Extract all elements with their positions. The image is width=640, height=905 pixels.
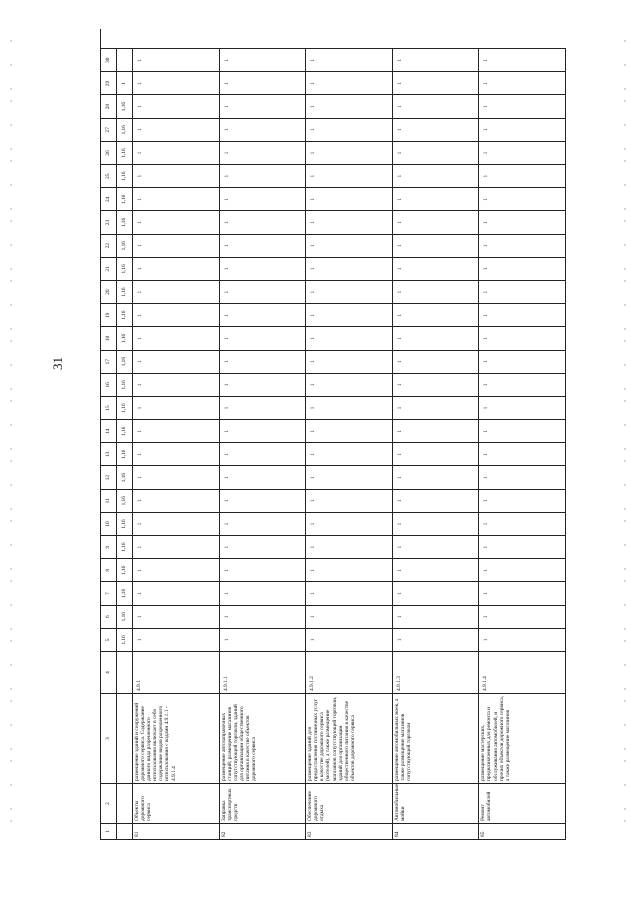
value-cell: 1 bbox=[393, 234, 480, 257]
value-cell: 1 bbox=[306, 350, 393, 373]
value-cell: 1 bbox=[220, 141, 307, 164]
scan-speck bbox=[10, 400, 12, 402]
value-cell: 1 bbox=[133, 210, 220, 233]
value-cell: 1 bbox=[306, 303, 393, 326]
scan-speck bbox=[10, 364, 12, 366]
scan-margin-left bbox=[10, 40, 12, 860]
column-number: 21 bbox=[101, 257, 117, 280]
scan-speck bbox=[624, 88, 626, 90]
land-use-description: размещение автозаправочных станций; размещение магазинов сопутствующей торговли, зданий для организации общественного питания в качестве объектов дорожного сервиса bbox=[220, 693, 307, 783]
value-cell: 1 bbox=[133, 442, 220, 465]
value-cell: 1 bbox=[133, 605, 220, 628]
page-number: 31 bbox=[50, 357, 65, 370]
land-use-code: 4.9.1.1 bbox=[220, 651, 307, 693]
column-number: 12 bbox=[101, 466, 117, 489]
value-cell: 1 bbox=[306, 581, 393, 604]
value-cell: 1 bbox=[306, 187, 393, 210]
column-number: 19 bbox=[101, 303, 117, 326]
scan-speck bbox=[624, 100, 626, 102]
value-cell: 1 bbox=[479, 48, 566, 71]
land-use-name: Обеспечение дорожного отдыха bbox=[306, 783, 393, 823]
value-cell: 1 bbox=[393, 512, 480, 535]
coefficient-cell: 1,16 bbox=[117, 535, 133, 558]
row-number: 85 bbox=[479, 823, 566, 839]
scan-speck bbox=[10, 604, 12, 606]
coefficient-cell: 1,16 bbox=[117, 373, 133, 396]
value-cell: 1 bbox=[220, 535, 307, 558]
value-cell: 1 bbox=[220, 257, 307, 280]
column-number: 2 bbox=[101, 783, 117, 823]
scan-speck bbox=[10, 568, 12, 570]
scan-speck bbox=[10, 520, 12, 522]
value-cell: 1 bbox=[306, 396, 393, 419]
scan-speck bbox=[624, 280, 626, 282]
scan-speck bbox=[10, 328, 12, 330]
coefficient-cell: 1,16 bbox=[117, 234, 133, 257]
land-use-name: Объекты дорожного сервиса bbox=[133, 783, 220, 823]
value-cell: 1 bbox=[479, 187, 566, 210]
row-number: 84 bbox=[393, 823, 480, 839]
value-cell: 1 bbox=[306, 419, 393, 442]
value-cell: 1 bbox=[393, 187, 480, 210]
coefficient-cell: 1,16 bbox=[117, 489, 133, 512]
coefficient-cell: 1,16 bbox=[117, 280, 133, 303]
scan-speck bbox=[624, 364, 626, 366]
value-cell: 1 bbox=[479, 234, 566, 257]
value-cell: 1 bbox=[479, 466, 566, 489]
scan-speck bbox=[624, 580, 626, 582]
value-cell: 1 bbox=[306, 558, 393, 581]
value-cell: 1 bbox=[393, 535, 480, 558]
coefficient-cell: 1,16 bbox=[117, 442, 133, 465]
scan-speck bbox=[624, 328, 626, 330]
scan-speck bbox=[624, 544, 626, 546]
scan-speck bbox=[624, 388, 626, 390]
value-cell: 1 bbox=[306, 118, 393, 141]
value-cell: 1 bbox=[306, 257, 393, 280]
column-number: 29 bbox=[101, 71, 117, 94]
column-number: 20 bbox=[101, 280, 117, 303]
scan-speck bbox=[624, 424, 626, 426]
scan-speck bbox=[10, 268, 12, 270]
scan-speck bbox=[624, 808, 626, 810]
column-number: 16 bbox=[101, 373, 117, 396]
coefficient-cell: 1,16 bbox=[117, 396, 133, 419]
row-number: 82 bbox=[220, 823, 307, 839]
value-cell: 1 bbox=[479, 396, 566, 419]
value-cell: 1 bbox=[393, 419, 480, 442]
value-cell: 1 bbox=[393, 373, 480, 396]
scan-speck bbox=[624, 640, 626, 642]
land-use-code: 4.9.1.4 bbox=[479, 651, 566, 693]
scan-speck bbox=[624, 124, 626, 126]
scan-speck bbox=[624, 568, 626, 570]
value-cell: 1 bbox=[479, 558, 566, 581]
value-cell: 1 bbox=[220, 558, 307, 581]
value-cell: 1 bbox=[393, 210, 480, 233]
scan-speck bbox=[624, 748, 626, 750]
coefficient-cell: 1,16 bbox=[117, 419, 133, 442]
value-cell: 1 bbox=[133, 535, 220, 558]
column-number: 9 bbox=[101, 535, 117, 558]
value-cell: 1 bbox=[133, 280, 220, 303]
value-cell: 1 bbox=[479, 95, 566, 118]
value-cell: 1 bbox=[133, 164, 220, 187]
value-cell: 1 bbox=[133, 303, 220, 326]
scan-speck bbox=[624, 160, 626, 162]
value-cell: 1 bbox=[133, 396, 220, 419]
value-cell: 1 bbox=[306, 164, 393, 187]
value-cell: 1 bbox=[306, 95, 393, 118]
column-number: 26 bbox=[101, 141, 117, 164]
value-cell: 1 bbox=[393, 326, 480, 349]
value-cell: 1 bbox=[306, 442, 393, 465]
column-number: 18 bbox=[101, 326, 117, 349]
scan-speck bbox=[624, 508, 626, 510]
value-cell: 1 bbox=[220, 628, 307, 651]
coefficient-cell: 1,16 bbox=[117, 512, 133, 535]
value-cell: 1 bbox=[220, 489, 307, 512]
value-cell: 1 bbox=[393, 280, 480, 303]
value-cell: 1 bbox=[133, 489, 220, 512]
coefficient-cell: 1,16 bbox=[117, 187, 133, 210]
coefficient-cell: 1,16 bbox=[117, 210, 133, 233]
value-cell: 1 bbox=[220, 350, 307, 373]
scan-speck bbox=[624, 184, 626, 186]
value-cell: 1 bbox=[479, 535, 566, 558]
scan-speck bbox=[10, 808, 12, 810]
scan-speck bbox=[624, 820, 626, 822]
land-use-code: 4.9.1 bbox=[133, 651, 220, 693]
value-cell: 1 bbox=[133, 257, 220, 280]
value-cell: 1 bbox=[306, 489, 393, 512]
value-cell: 1 bbox=[479, 350, 566, 373]
coefficient-cell: 1,16 bbox=[117, 257, 133, 280]
value-cell: 1 bbox=[306, 605, 393, 628]
scan-speck bbox=[10, 244, 12, 246]
value-cell: 1 bbox=[479, 512, 566, 535]
scan-speck bbox=[10, 628, 12, 630]
value-cell: 1 bbox=[393, 466, 480, 489]
scan-speck bbox=[624, 340, 626, 342]
scan-speck bbox=[10, 580, 12, 582]
value-cell: 1 bbox=[220, 581, 307, 604]
scan-speck bbox=[10, 208, 12, 210]
scan-margin-right bbox=[624, 40, 626, 860]
scan-speck bbox=[10, 544, 12, 546]
coefficient-cell: 1,16 bbox=[117, 350, 133, 373]
coefficient-cell: 1,16 bbox=[117, 326, 133, 349]
column-number: 23 bbox=[101, 210, 117, 233]
scan-speck bbox=[10, 124, 12, 126]
coefficient-cell bbox=[117, 48, 133, 71]
value-cell: 1 bbox=[220, 466, 307, 489]
scan-speck bbox=[10, 100, 12, 102]
scan-speck bbox=[624, 604, 626, 606]
scan-speck bbox=[10, 664, 12, 666]
value-cell: 1 bbox=[479, 442, 566, 465]
value-cell: 1 bbox=[479, 164, 566, 187]
value-cell: 1 bbox=[393, 581, 480, 604]
value-cell: 1 bbox=[479, 141, 566, 164]
value-cell: 1 bbox=[393, 558, 480, 581]
scan-speck bbox=[10, 340, 12, 342]
scan-speck bbox=[624, 700, 626, 702]
value-cell: 1 bbox=[220, 164, 307, 187]
scan-speck bbox=[10, 184, 12, 186]
scan-speck bbox=[10, 64, 12, 66]
coefficient-cell: 1,16 bbox=[117, 164, 133, 187]
coef-blank-cell bbox=[117, 651, 133, 693]
value-cell: 1 bbox=[220, 118, 307, 141]
value-cell: 1 bbox=[306, 141, 393, 164]
column-number: 30 bbox=[101, 48, 117, 71]
value-cell: 1 bbox=[393, 396, 480, 419]
coefficient-cell: 1,16 bbox=[117, 628, 133, 651]
land-use-name: Ремонт автомобилей bbox=[479, 783, 566, 823]
value-cell: 1 bbox=[393, 118, 480, 141]
value-cell: 1 bbox=[133, 326, 220, 349]
column-number: 3 bbox=[101, 693, 117, 783]
value-cell: 1 bbox=[306, 48, 393, 71]
column-number: 1 bbox=[101, 823, 117, 839]
value-cell: 1 bbox=[393, 257, 480, 280]
value-cell: 1 bbox=[306, 280, 393, 303]
value-cell: 1 bbox=[479, 628, 566, 651]
value-cell: 1 bbox=[220, 95, 307, 118]
scan-speck bbox=[10, 820, 12, 822]
value-cell: 1 bbox=[133, 48, 220, 71]
coefficient-cell: 1,16 bbox=[117, 558, 133, 581]
scan-speck bbox=[624, 268, 626, 270]
scan-speck bbox=[624, 664, 626, 666]
coef-blank-cell bbox=[117, 823, 133, 839]
land-use-code: 4.9.1.2 bbox=[306, 651, 393, 693]
scan-speck bbox=[624, 40, 626, 42]
scan-speck bbox=[10, 220, 12, 222]
value-cell: 1 bbox=[393, 71, 480, 94]
coefficient-cell: 1,16 bbox=[117, 581, 133, 604]
value-cell: 1 bbox=[393, 442, 480, 465]
value-cell: 1 bbox=[479, 280, 566, 303]
column-number: 28 bbox=[101, 95, 117, 118]
value-cell: 1 bbox=[220, 326, 307, 349]
land-use-description: размещение зданий для предоставления гостиничных услуг в качестве дорожного сервиса (мотелей), а также размещение магазинов сопутствующей торговли, зданий для организации общественного питания в качестве объектов дорожного сервиса bbox=[306, 693, 393, 783]
value-cell: 1 bbox=[479, 419, 566, 442]
column-number: 4 bbox=[101, 651, 117, 693]
scan-speck bbox=[624, 724, 626, 726]
value-cell: 1 bbox=[306, 628, 393, 651]
value-cell: 1 bbox=[133, 234, 220, 257]
coefficient-cell: 1,16 bbox=[117, 118, 133, 141]
value-cell: 1 bbox=[306, 210, 393, 233]
value-cell: 1 bbox=[393, 48, 480, 71]
scan-speck bbox=[624, 208, 626, 210]
scan-speck bbox=[10, 724, 12, 726]
scan-speck bbox=[624, 400, 626, 402]
scan-speck bbox=[624, 448, 626, 450]
value-cell: 1 bbox=[479, 257, 566, 280]
land-use-description: размещение зданий и сооружений дорожного сервиса. Содержание данного вида разрешенного использования включает в себя содержание видов разрешенного использования с кодами 4.9.1.1 - 4.9.1.4 bbox=[133, 693, 220, 783]
scan-speck bbox=[10, 448, 12, 450]
column-number: 5 bbox=[101, 628, 117, 651]
value-cell: 1 bbox=[306, 535, 393, 558]
value-cell: 1 bbox=[393, 141, 480, 164]
land-use-name: Автомобильные мойки bbox=[393, 783, 480, 823]
value-cell: 1 bbox=[393, 164, 480, 187]
column-number: 22 bbox=[101, 234, 117, 257]
scan-speck bbox=[10, 280, 12, 282]
value-cell: 1 bbox=[220, 280, 307, 303]
value-cell: 1 bbox=[479, 581, 566, 604]
value-cell: 1 bbox=[479, 373, 566, 396]
scan-speck bbox=[10, 148, 12, 150]
scan-speck bbox=[10, 388, 12, 390]
value-cell: 1 bbox=[220, 396, 307, 419]
scan-speck bbox=[10, 40, 12, 42]
column-number: 6 bbox=[101, 605, 117, 628]
value-cell: 1 bbox=[306, 373, 393, 396]
column-number: 15 bbox=[101, 396, 117, 419]
coefficient-cell: 1,16 bbox=[117, 95, 133, 118]
row-number: 83 bbox=[306, 823, 393, 839]
column-number: 8 bbox=[101, 558, 117, 581]
scan-speck bbox=[10, 784, 12, 786]
table-container bbox=[100, 30, 565, 840]
value-cell: 1 bbox=[393, 605, 480, 628]
column-number: 7 bbox=[101, 581, 117, 604]
land-use-description: размещение мастерских, предназначенных для ремонта и обслуживания автомобилей, и прочих объектов дорожного сервиса, а также размещение магазинов bbox=[479, 693, 566, 783]
value-cell: 1 bbox=[479, 71, 566, 94]
scan-speck bbox=[10, 688, 12, 690]
column-number: 11 bbox=[101, 489, 117, 512]
value-cell: 1 bbox=[220, 605, 307, 628]
scan-speck bbox=[10, 700, 12, 702]
value-cell: 1 bbox=[306, 234, 393, 257]
coefficient-cell: 1,16 bbox=[117, 466, 133, 489]
coefficient-cell: 1,16 bbox=[117, 605, 133, 628]
column-number: 10 bbox=[101, 512, 117, 535]
value-cell: 1 bbox=[133, 95, 220, 118]
column-number: 17 bbox=[101, 350, 117, 373]
value-cell: 1 bbox=[306, 512, 393, 535]
coef-blank-cell bbox=[117, 783, 133, 823]
value-cell: 1 bbox=[220, 210, 307, 233]
scan-speck bbox=[624, 148, 626, 150]
value-cell: 1 bbox=[133, 373, 220, 396]
value-cell: 1 bbox=[133, 628, 220, 651]
scan-speck bbox=[10, 88, 12, 90]
scan-speck bbox=[624, 220, 626, 222]
value-cell: 1 bbox=[393, 95, 480, 118]
value-cell: 1 bbox=[133, 71, 220, 94]
value-cell: 1 bbox=[393, 489, 480, 512]
coef-blank-cell bbox=[117, 693, 133, 783]
land-use-name: Заправка транспортных средств bbox=[220, 783, 307, 823]
value-cell: 1 bbox=[220, 512, 307, 535]
scan-speck bbox=[10, 760, 12, 762]
scan-speck bbox=[10, 484, 12, 486]
row-number: 81 bbox=[133, 823, 220, 839]
value-cell: 1 bbox=[479, 118, 566, 141]
value-cell: 1 bbox=[479, 210, 566, 233]
scan-speck bbox=[10, 160, 12, 162]
column-number: 24 bbox=[101, 187, 117, 210]
value-cell: 1 bbox=[133, 558, 220, 581]
value-cell: 1 bbox=[220, 442, 307, 465]
column-number: 14 bbox=[101, 419, 117, 442]
scan-speck bbox=[10, 424, 12, 426]
land-use-coefficients-table bbox=[100, 29, 566, 840]
coefficient-cell: 1,16 bbox=[117, 141, 133, 164]
scan-speck bbox=[10, 508, 12, 510]
column-number: 25 bbox=[101, 164, 117, 187]
scan-speck bbox=[624, 304, 626, 306]
value-cell: 1 bbox=[306, 71, 393, 94]
value-cell: 1 bbox=[133, 350, 220, 373]
value-cell: 1 bbox=[220, 71, 307, 94]
value-cell: 1 bbox=[479, 303, 566, 326]
value-cell: 1 bbox=[393, 303, 480, 326]
value-cell: 1 bbox=[393, 628, 480, 651]
scan-speck bbox=[10, 460, 12, 462]
scan-speck bbox=[624, 688, 626, 690]
value-cell: 1 bbox=[479, 326, 566, 349]
land-use-code: 4.9.1.3 bbox=[393, 651, 480, 693]
scan-speck bbox=[10, 640, 12, 642]
value-cell: 1 bbox=[133, 419, 220, 442]
value-cell: 1 bbox=[133, 512, 220, 535]
value-cell: 1 bbox=[393, 350, 480, 373]
scan-speck bbox=[10, 748, 12, 750]
value-cell: 1 bbox=[133, 466, 220, 489]
value-cell: 1 bbox=[220, 419, 307, 442]
scan-speck bbox=[624, 460, 626, 462]
scan-speck bbox=[624, 64, 626, 66]
scan-speck bbox=[10, 304, 12, 306]
column-number: 27 bbox=[101, 118, 117, 141]
value-cell: 1 bbox=[220, 303, 307, 326]
value-cell: 1 bbox=[133, 118, 220, 141]
value-cell: 1 bbox=[133, 141, 220, 164]
coefficient-cell: 1 bbox=[117, 71, 133, 94]
value-cell: 1 bbox=[479, 489, 566, 512]
land-use-description: размещение автомобильных моек, а также размещение магазинов сопутствующей торговли bbox=[393, 693, 480, 783]
scan-speck bbox=[624, 784, 626, 786]
scan-speck bbox=[624, 760, 626, 762]
value-cell: 1 bbox=[220, 234, 307, 257]
value-cell: 1 bbox=[220, 187, 307, 210]
scan-speck bbox=[624, 520, 626, 522]
value-cell: 1 bbox=[220, 373, 307, 396]
scan-speck bbox=[624, 484, 626, 486]
scan-speck bbox=[624, 244, 626, 246]
value-cell: 1 bbox=[306, 326, 393, 349]
value-cell: 1 bbox=[220, 48, 307, 71]
scan-speck bbox=[624, 628, 626, 630]
column-number: 13 bbox=[101, 442, 117, 465]
value-cell: 1 bbox=[306, 466, 393, 489]
value-cell: 1 bbox=[133, 581, 220, 604]
coefficient-cell: 1,16 bbox=[117, 303, 133, 326]
value-cell: 1 bbox=[133, 187, 220, 210]
value-cell: 1 bbox=[479, 605, 566, 628]
